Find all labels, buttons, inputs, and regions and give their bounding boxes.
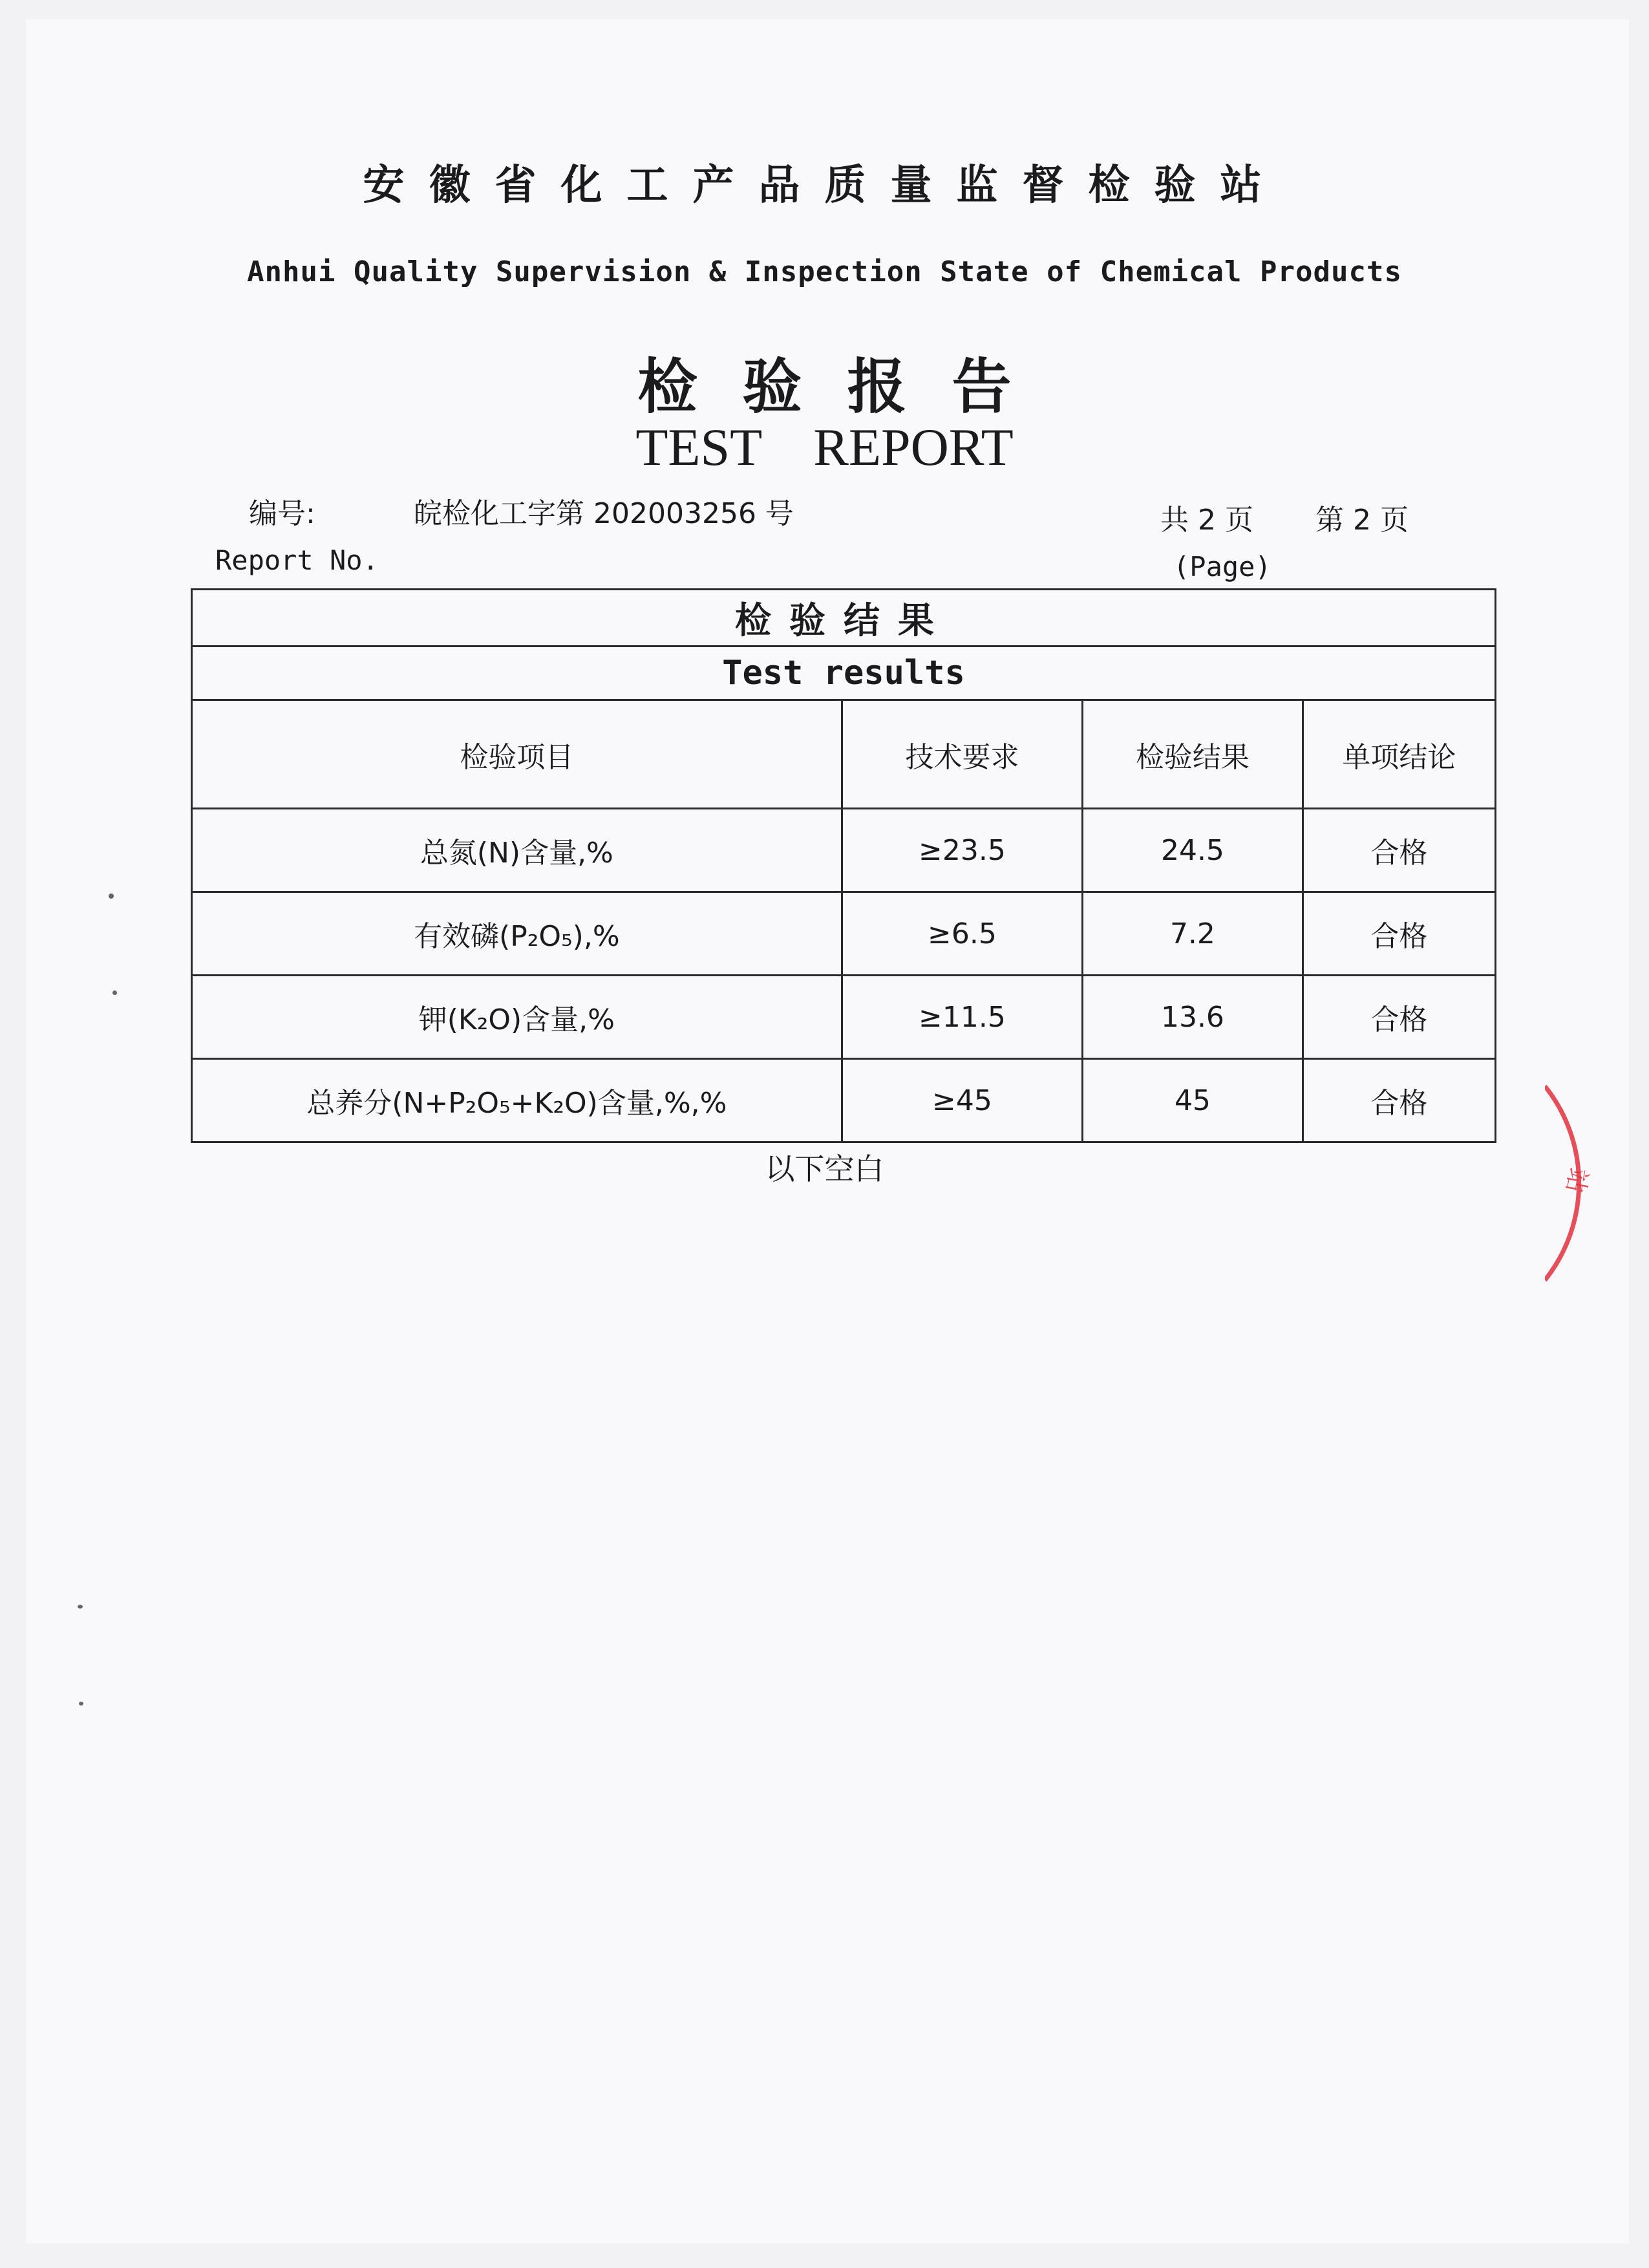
report-number-label: 编号: xyxy=(249,497,315,530)
official-seal xyxy=(1545,1067,1629,1300)
cell-item: 钾(K₂O)含量,% xyxy=(192,976,842,1059)
table-row xyxy=(192,1059,1496,1142)
organization-name-en: Anhui Quality Supervision & Inspection State of Chemical Products xyxy=(247,255,1402,288)
organization-name-zh: 安徽省化工产品质量监督检验站 xyxy=(363,162,1286,209)
scan-speck xyxy=(78,1605,83,1609)
cell-item: 有效磷(P₂O₅),% xyxy=(192,892,842,976)
cell-requirement: ≥6.5 xyxy=(842,892,1083,976)
report-number-label-en: Report No. xyxy=(215,544,379,576)
cell-conclusion: 合格 xyxy=(1303,892,1495,976)
column-header-result: 检验结果 xyxy=(1083,700,1303,809)
cell-requirement: ≥23.5 xyxy=(842,809,1083,892)
report-title-zh: 检验报告 xyxy=(637,352,1057,422)
cell-result: 7.2 xyxy=(1083,892,1303,976)
report-title-en: TEST REPORT xyxy=(635,418,1014,476)
column-header-requirement: 技术要求 xyxy=(842,700,1083,809)
page-label-en: (Page) xyxy=(1173,551,1271,583)
column-header-conclusion: 单项结论 xyxy=(1303,700,1495,809)
scan-speck xyxy=(109,893,114,899)
current-page: 第 2 页 xyxy=(1315,504,1409,537)
scan-speck xyxy=(79,1702,83,1706)
cell-item: 总氮(N)含量,% xyxy=(192,809,842,892)
scan-speck xyxy=(112,990,117,995)
seal-arc-graphic xyxy=(1545,1067,1629,1300)
results-table xyxy=(191,588,1496,1143)
cell-requirement: ≥45 xyxy=(842,1059,1083,1142)
cell-requirement: ≥11.5 xyxy=(842,976,1083,1059)
seal-text: 站 xyxy=(1560,1166,1593,1195)
results-title-zh: 检验结果 xyxy=(192,590,1496,647)
table-header-row xyxy=(192,700,1496,809)
cell-result: 45 xyxy=(1083,1059,1303,1142)
table-row xyxy=(192,809,1496,892)
results-title-en: Test results xyxy=(192,647,1496,700)
table-row xyxy=(192,976,1496,1059)
cell-item: 总养分(N+P₂O₅+K₂O)含量,%,% xyxy=(192,1059,842,1142)
total-pages: 共 2 页 xyxy=(1160,504,1253,537)
column-header-item: 检验项目 xyxy=(192,700,842,809)
cell-conclusion: 合格 xyxy=(1303,1059,1495,1142)
cell-result: 24.5 xyxy=(1083,809,1303,892)
cell-conclusion: 合格 xyxy=(1303,809,1495,892)
results-subtitle-row xyxy=(192,647,1496,700)
end-of-content-note: 以下空白 xyxy=(765,1151,884,1186)
report-number-value: 皖检化工字第 202003256 号 xyxy=(414,497,794,530)
cell-conclusion: 合格 xyxy=(1303,976,1495,1059)
table-row xyxy=(192,892,1496,976)
results-title-row xyxy=(192,590,1496,647)
cell-result: 13.6 xyxy=(1083,976,1303,1059)
